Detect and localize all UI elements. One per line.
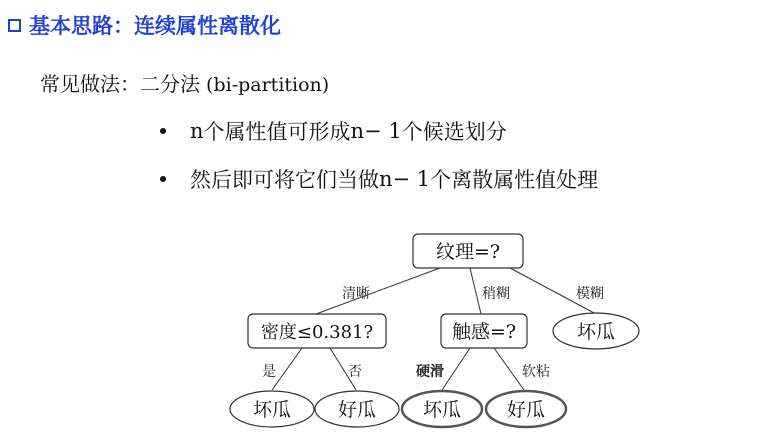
tree-leaf-fuzzy (553, 313, 639, 349)
subtitle-prefix: 常见做法：二分法 (40, 72, 200, 96)
edge-label-fuzzy: 模糊 (576, 286, 604, 302)
bullet-item: 然后即可将它们当做 n − 1 个离散属性值处理 (160, 166, 598, 192)
leaf-fuzzy-label: 坏瓜 (576, 321, 616, 343)
leaf-4-label: 好瓜 (506, 399, 546, 421)
tree-touch-node (441, 314, 527, 348)
math-minus-one: − 1 (392, 167, 431, 191)
leaf-2-label: 好瓜 (337, 399, 377, 421)
edge-touch-leaf3 (442, 348, 470, 390)
tree-density-node (248, 314, 386, 348)
math-var-n: n (350, 119, 365, 143)
math-minus-one: − 1 (364, 119, 402, 143)
touch-node-label: 触感=? (451, 321, 517, 343)
math-var-n: n (190, 119, 204, 143)
edge-root-density (316, 268, 440, 314)
tree-leaf-3 (402, 391, 482, 427)
tree-leaf-2 (315, 391, 399, 427)
bullet-item: n 个属性值可形成 n − 1 个候选划分 (160, 118, 598, 144)
edge-label-no: 否 (348, 364, 362, 380)
edge-root-touch (470, 268, 481, 314)
edge-label-clear: 清晰 (342, 286, 370, 302)
leaf-1-label: 坏瓜 (252, 399, 292, 421)
edge-label-hard: 硬滑 (416, 364, 444, 380)
density-node-label: 密度≤0.381? (260, 322, 374, 343)
slide-title-text: 基本思路：连续属性离散化 (29, 14, 281, 38)
tree-root-node (413, 234, 523, 268)
edge-label-yes: 是 (262, 364, 276, 380)
leaf-3-label: 坏瓜 (422, 399, 462, 421)
edge-label-blurry: 稍糊 (482, 286, 510, 302)
edge-label-soft: 软粘 (522, 364, 550, 380)
edge-touch-leaf4 (494, 348, 524, 390)
tree-leaf-1 (230, 391, 314, 427)
edge-density-leaf1 (272, 348, 302, 390)
subtitle-latin: (bi-partition) (200, 74, 330, 96)
math-var-n: n (379, 167, 393, 191)
root-node-label: 纹理=? (435, 241, 501, 263)
tree-leaf-4 (486, 391, 566, 427)
